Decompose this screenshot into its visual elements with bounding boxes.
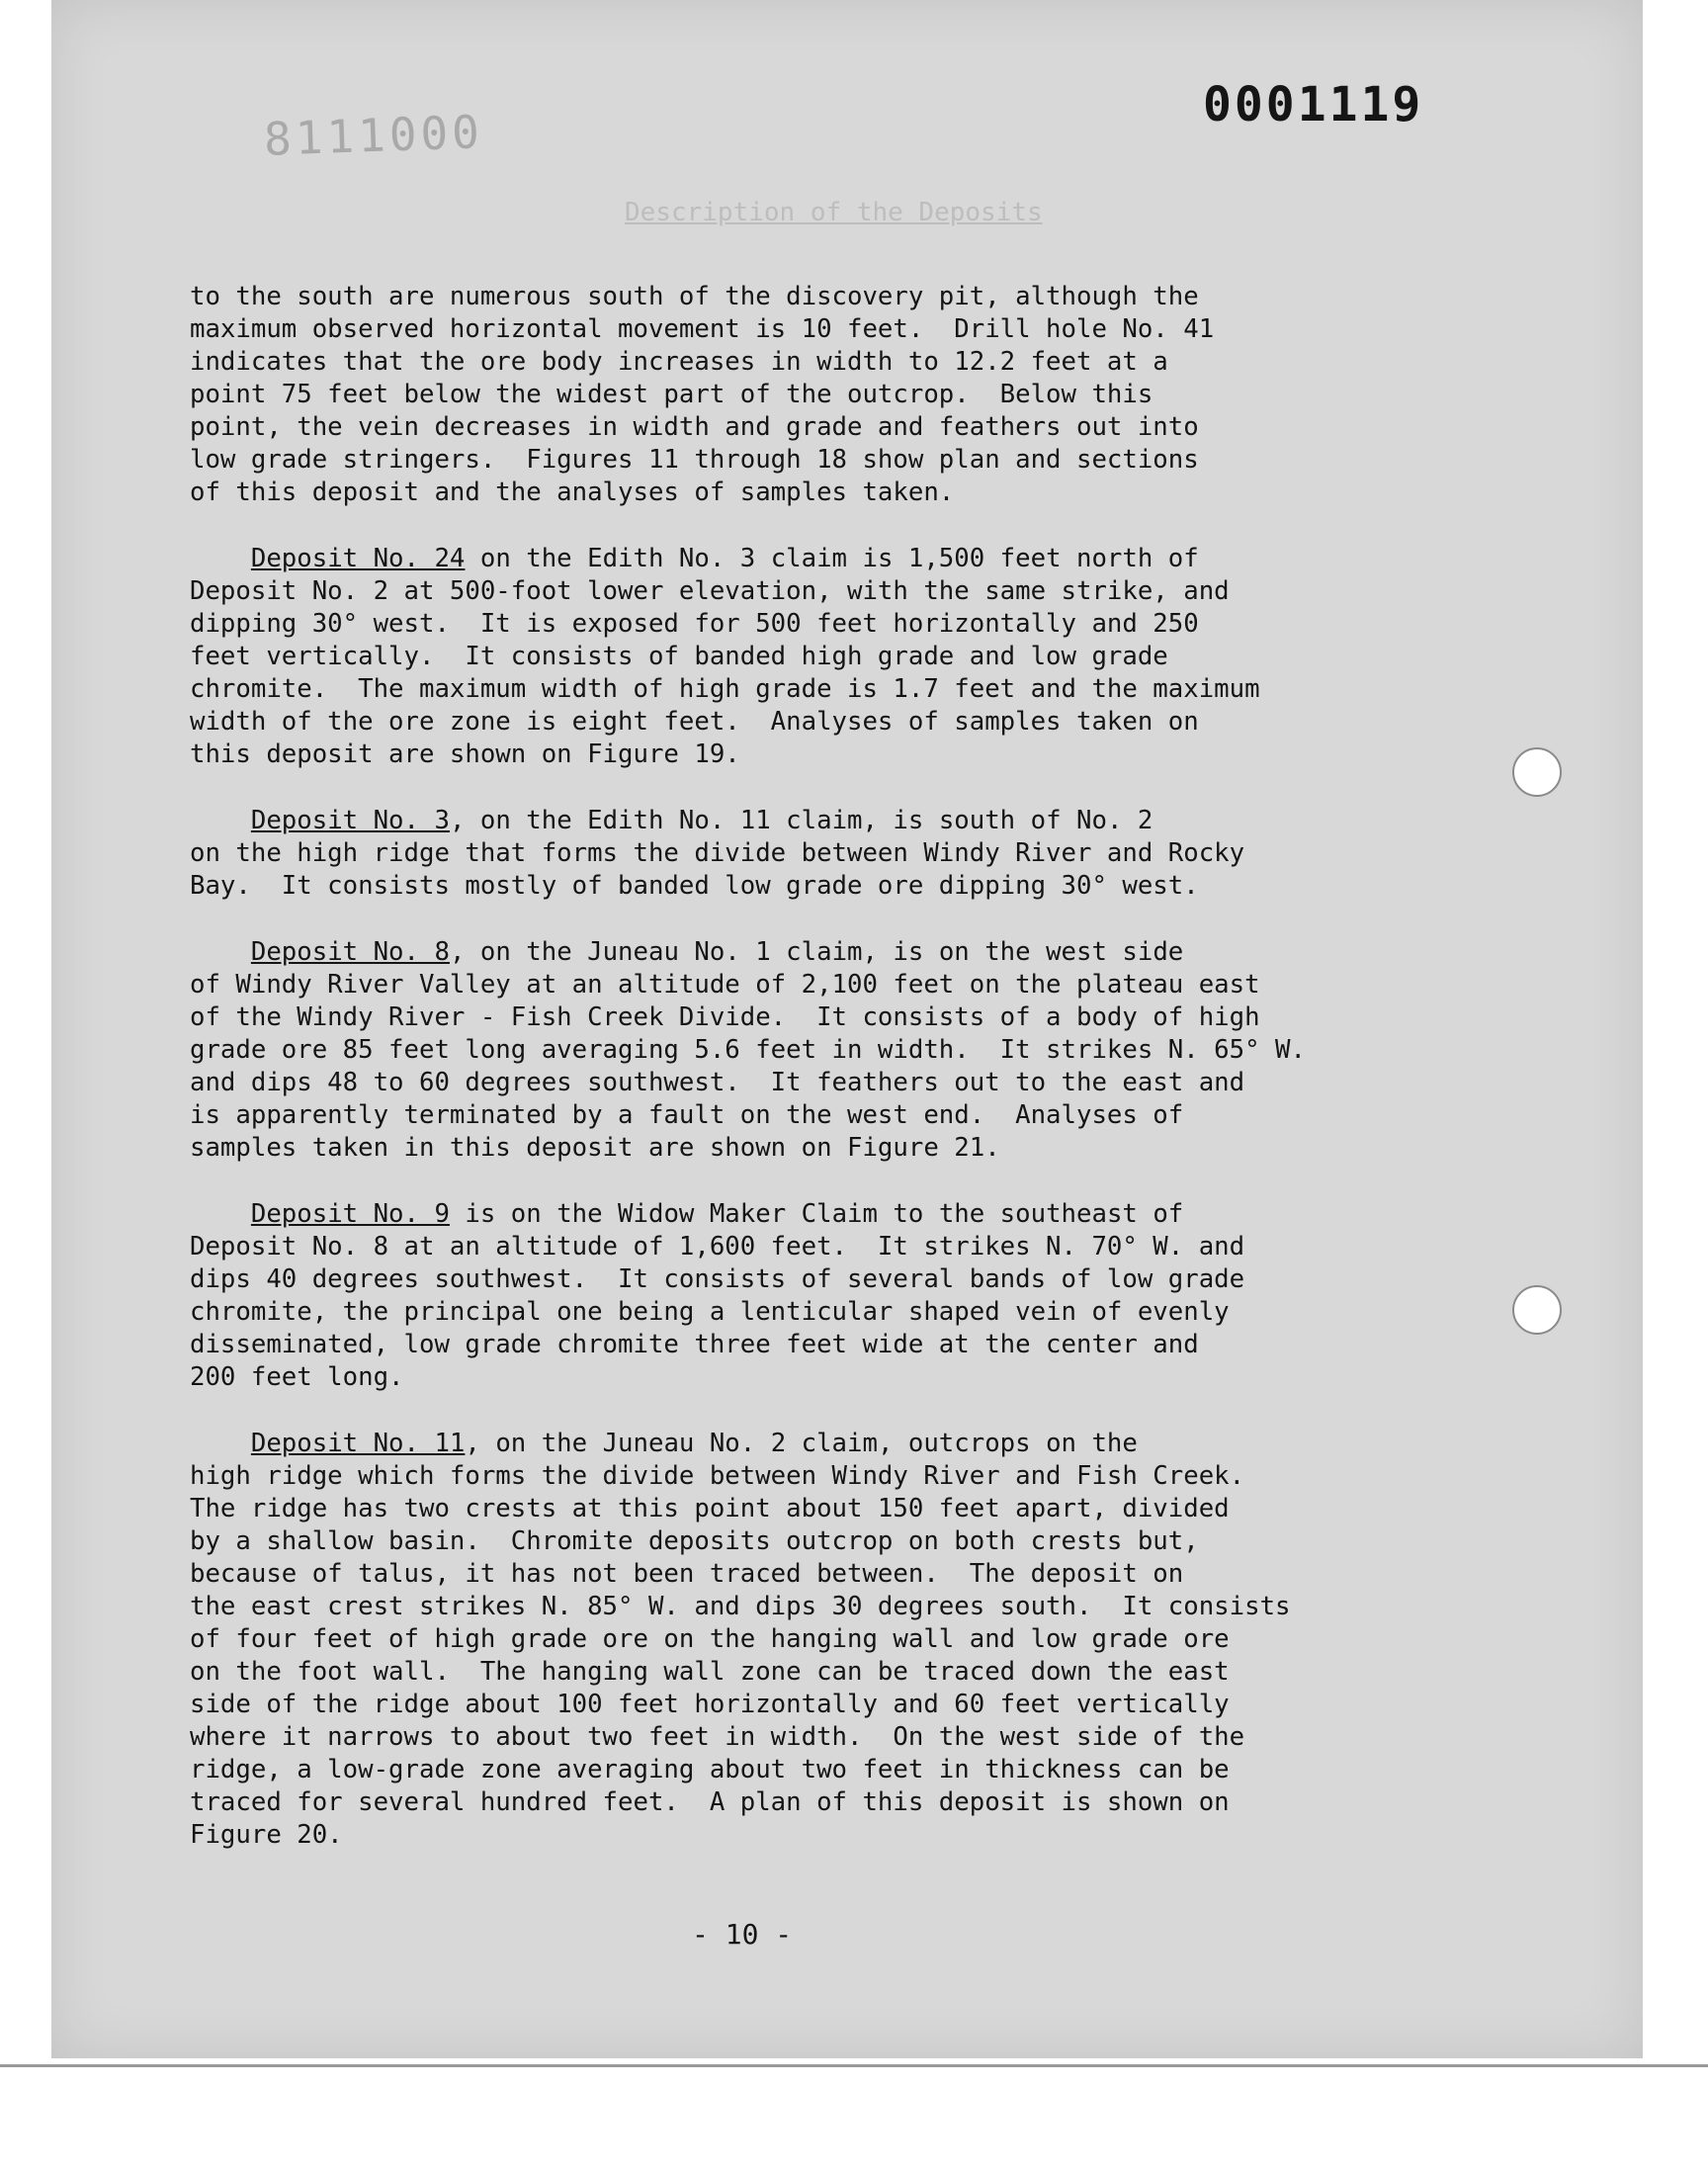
text-line: feet vertically. It consists of banded high grade and low grade — [190, 642, 1168, 671]
deposit-8-paragraph — [190, 936, 1406, 1165]
paragraph-first-line — [190, 1428, 1406, 1460]
text-line: is apparently terminated by a fault on the west end. Analyses of — [190, 1100, 1184, 1130]
deposit-title: Deposit No. 11 — [250, 1429, 466, 1458]
text-line: of this deposit and the analyses of samples taken. — [190, 478, 955, 507]
text-line: dipping 30° west. It is exposed for 500 feet horizontally and 250 — [190, 609, 1199, 639]
deposit-9-paragraph — [190, 1198, 1406, 1394]
text-line: The ridge has two crests at this point about 150 feet apart, divided — [190, 1494, 1230, 1523]
text-line: to the south are numerous south of the discovery pit, although the — [190, 282, 1199, 311]
text-line: chromite, the principal one being a lenticular shaped vein of evenly — [190, 1297, 1230, 1327]
bleed-through-page-number: 8111000 — [263, 105, 484, 166]
text-line: of the Windy River - Fish Creek Divide. It consists of a body of high — [190, 1002, 1260, 1032]
text-line: point 75 feet below the widest part of the outcrop. Below this — [190, 380, 1153, 409]
paragraph-first-line — [190, 936, 1406, 969]
deposit-title: Deposit No. 24 — [250, 544, 466, 573]
text-line: chromite. The maximum width of high grade is 1.7 feet and the maximum — [190, 674, 1260, 704]
text-line: traced for several hundred feet. A plan of this deposit is shown on — [190, 1787, 1230, 1817]
deposit-11-paragraph — [190, 1428, 1406, 1852]
body-text — [190, 281, 1406, 1852]
punch-hole — [1512, 1285, 1562, 1335]
text-line: indicates that the ore body increases in width to 12.2 feet at a — [190, 347, 1168, 377]
document-stamp-number: 0001119 — [1203, 77, 1424, 132]
text-line: Bay. It consists mostly of banded low grade ore dipping 30° west. — [190, 871, 1199, 901]
text-line: high ridge which forms the divide between Windy River and Fish Creek. — [190, 1461, 1245, 1491]
deposit-24-paragraph — [190, 543, 1406, 771]
text-line: , on the Edith No. 11 claim, is south of No. 2 — [449, 806, 1153, 835]
text-line: Deposit No. 8 at an altitude of 1,600 feet. It strikes N. 70° W. and — [190, 1232, 1245, 1262]
deposit-title: Deposit No. 3 — [250, 806, 450, 835]
deposit-3-paragraph — [190, 805, 1406, 903]
text-line: where it narrows to about two feet in width. On the west side of the — [190, 1722, 1245, 1752]
text-line: dips 40 degrees southwest. It consists of several bands of low grade — [190, 1264, 1245, 1294]
text-line: , on the Juneau No. 1 claim, is on the west side — [449, 937, 1184, 967]
text-line: of four feet of high grade ore on the hanging wall and low grade ore — [190, 1624, 1230, 1654]
text-line: on the foot wall. The hanging wall zone can be traced down the east — [190, 1657, 1230, 1687]
bleed-through-heading: Description of the Deposits — [625, 198, 1043, 227]
text-line: samples taken in this deposit are shown on Figure 21. — [190, 1133, 1000, 1163]
text-line: by a shallow basin. Chromite deposits outcrop on both crests but, — [190, 1526, 1199, 1556]
paragraph-first-line — [190, 1198, 1406, 1231]
text-line: on the Edith No. 3 claim is 1,500 feet north of — [465, 544, 1199, 573]
text-line: point, the vein decreases in width and grade and feathers out into — [190, 412, 1199, 442]
paragraph-first-line — [190, 543, 1406, 575]
text-line: 200 feet long. — [190, 1362, 404, 1392]
deposit-title: Deposit No. 9 — [250, 1199, 450, 1229]
text-line: and dips 48 to 60 degrees southwest. It feathers out to the east and — [190, 1068, 1245, 1097]
text-line: the east crest strikes N. 85° W. and dips 30 degrees south. It consists — [190, 1592, 1291, 1621]
text-line: Figure 20. — [190, 1820, 343, 1850]
text-line: low grade stringers. Figures 11 through 18 show plan and sections — [190, 445, 1199, 475]
punch-hole — [1512, 747, 1562, 797]
page-number: - 10 - — [692, 1918, 793, 1951]
text-line: ridge, a low-grade zone averaging about two feet in thickness can be — [190, 1755, 1230, 1784]
scan-edge-line — [0, 2064, 1708, 2067]
text-line: , on the Juneau No. 2 claim, outcrops on the — [465, 1429, 1138, 1458]
text-line: Deposit No. 2 at 500-foot lower elevation, with the same strike, and — [190, 576, 1230, 606]
text-line: is on the Widow Maker Claim to the southeast of — [449, 1199, 1184, 1229]
text-line: grade ore 85 feet long averaging 5.6 feet in width. It strikes N. 65° W. — [190, 1035, 1306, 1065]
text-line: width of the ore zone is eight feet. Analyses of samples taken on — [190, 707, 1199, 737]
text-line: disseminated, low grade chromite three feet wide at the center and — [190, 1330, 1199, 1359]
intro-paragraph — [190, 281, 1406, 509]
text-line: on the high ridge that forms the divide between Windy River and Rocky — [190, 838, 1245, 868]
deposit-title: Deposit No. 8 — [250, 937, 450, 967]
text-line: of Windy River Valley at an altitude of 2,100 feet on the plateau east — [190, 970, 1260, 1000]
text-line: this deposit are shown on Figure 19. — [190, 740, 740, 769]
text-line: because of talus, it has not been traced between. The deposit on — [190, 1559, 1184, 1589]
paragraph-first-line — [190, 805, 1406, 837]
text-line: side of the ridge about 100 feet horizontally and 60 feet vertically — [190, 1690, 1230, 1719]
text-line: maximum observed horizontal movement is 10 feet. Drill hole No. 41 — [190, 314, 1215, 344]
